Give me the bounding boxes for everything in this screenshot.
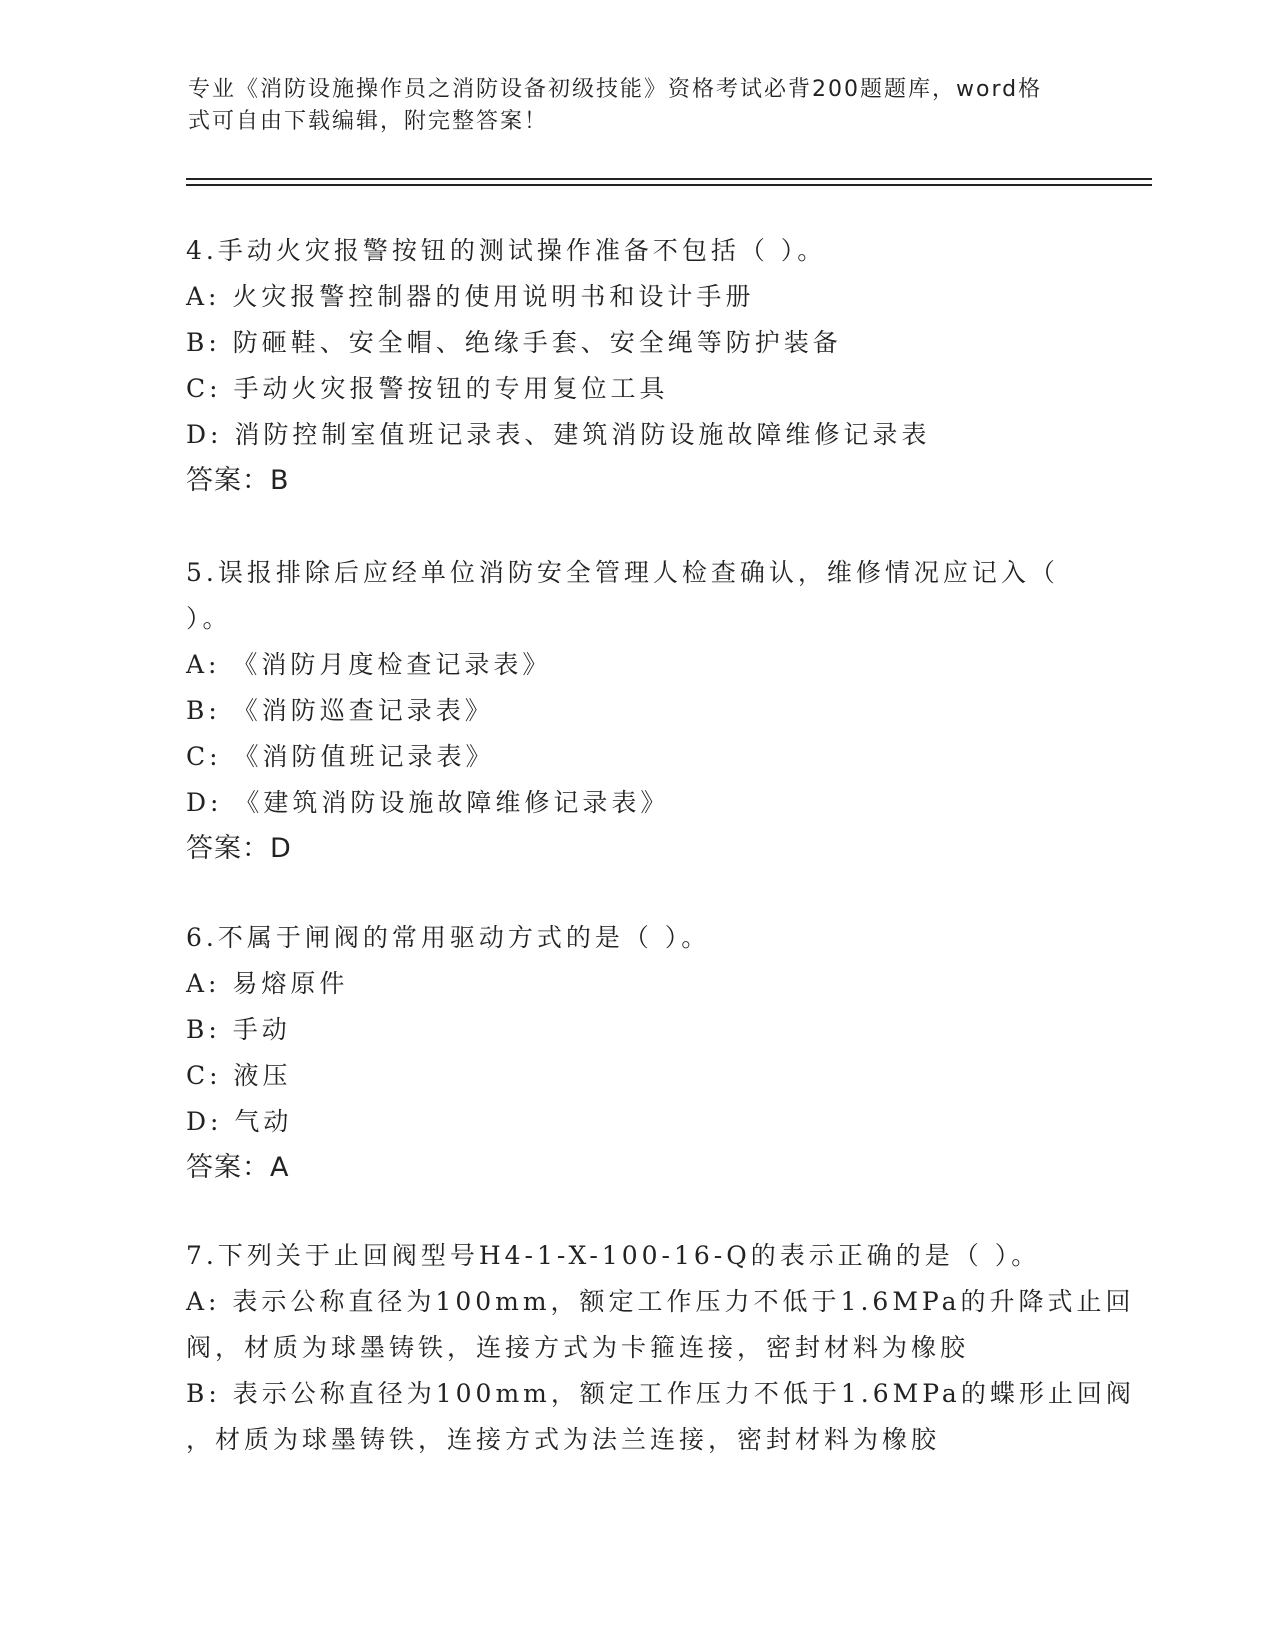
question-6 bbox=[186, 915, 1086, 1191]
document-header bbox=[188, 74, 1088, 138]
option-c: C: 液压 bbox=[186, 1061, 292, 1090]
answer-label: 答案：B bbox=[186, 465, 290, 496]
option-d: D: 消防控制室值班记录表、建筑消防设施故障维修记录表 bbox=[186, 420, 931, 449]
option-a: A: 易熔原件 bbox=[186, 969, 349, 998]
option-c: C: 《消防值班记录表》 bbox=[186, 742, 495, 771]
option-b-continued: ，材质为球墨铸铁，连接方式为法兰连接，密封材料为橡胶 bbox=[186, 1425, 941, 1454]
header-line-2: 式可自由下载编辑，附完整答案！ bbox=[188, 109, 549, 134]
header-divider-top bbox=[186, 178, 1152, 180]
option-b: B: 《消防巡查记录表》 bbox=[186, 696, 494, 725]
question-stem: 7.下列关于止回阀型号H4-1-X-100-16-Q的表示正确的是（ ）。 bbox=[186, 1241, 1041, 1270]
option-a-continued: 阀，材质为球墨铸铁，连接方式为卡箍连接，密封材料为橡胶 bbox=[186, 1333, 970, 1362]
question-stem: 6.不属于闸阀的常用驱动方式的是（ ）。 bbox=[186, 923, 711, 952]
answer-label: 答案：D bbox=[186, 833, 292, 864]
option-c: C: 手动火灾报警按钮的专用复位工具 bbox=[186, 374, 669, 403]
option-a: A: 《消防月度检查记录表》 bbox=[186, 650, 552, 679]
question-stem-continued: ）。 bbox=[186, 604, 232, 633]
question-5 bbox=[186, 550, 1086, 872]
header-line-1: 专业《消防设施操作员之消防设备初级技能》资格考试必背200题题库，word格 bbox=[188, 77, 1043, 102]
option-b: B: 手动 bbox=[186, 1015, 291, 1044]
option-a: A: 表示公称直径为100mm，额定工作压力不低于1.6MPa的升降式止回 bbox=[186, 1287, 1135, 1316]
answer-label: 答案：A bbox=[186, 1152, 290, 1183]
option-a: A: 火灾报警控制器的使用说明书和设计手册 bbox=[186, 282, 755, 311]
question-7 bbox=[186, 1233, 1135, 1463]
header-divider-bottom bbox=[186, 184, 1152, 186]
option-d: D: 《建筑消防设施故障维修记录表》 bbox=[186, 788, 670, 817]
option-b: B: 表示公称直径为100mm，额定工作压力不低于1.6MPa的蝶形止回阀 bbox=[186, 1379, 1135, 1408]
question-stem: 5.误报排除后应经单位消防安全管理人检查确认，维修情况应记入（ bbox=[186, 558, 1059, 587]
option-d: D: 气动 bbox=[186, 1107, 293, 1136]
question-stem: 4.手动火灾报警按钮的测试操作准备不包括（ ）。 bbox=[186, 236, 827, 265]
option-b: B: 防砸鞋、安全帽、绝缘手套、安全绳等防护装备 bbox=[186, 328, 842, 357]
question-4 bbox=[186, 228, 1086, 504]
